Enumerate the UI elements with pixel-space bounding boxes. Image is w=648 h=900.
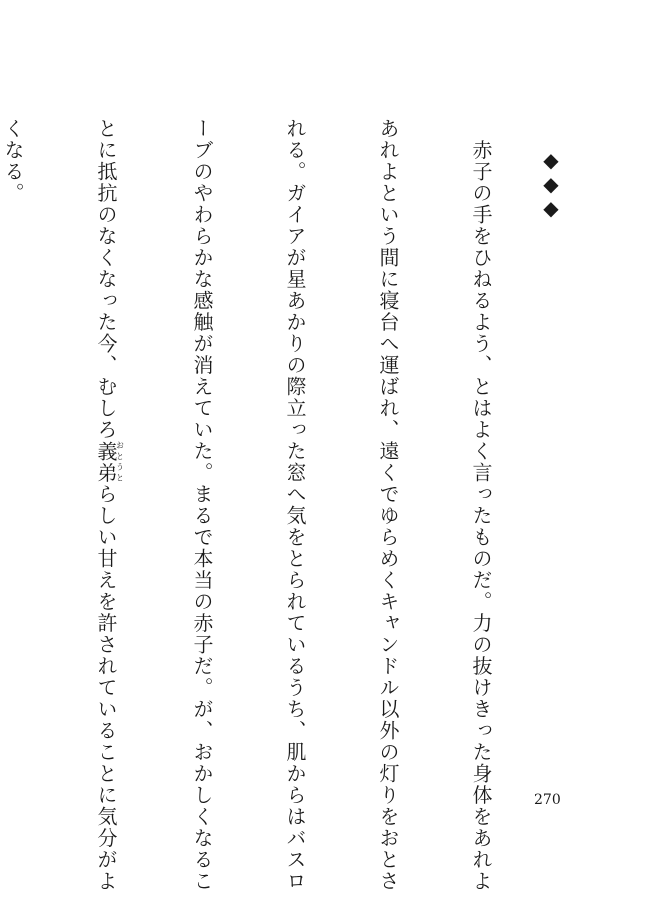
text-line-2: あれよという間に寝台へ運ばれ、遠くでゆらめくキャンドル以外の灯りをおとさ [376, 118, 400, 892]
text-line-5 [90, 118, 125, 892]
text-line-4: ーブのやわらかな感触が消えていた。まるで本当の赤子だ。が、おかしくなるこ [190, 118, 214, 892]
ruby-word [94, 440, 125, 484]
ruby-reading: おとうと [115, 440, 125, 484]
text-line-3: れる。ガイアが星あかりの際立った窓へ気をとられているうち、肌からはバスロ [283, 118, 307, 892]
text-line-5-before: とに抵抗のなくなった今、むしろ [94, 118, 118, 441]
text-line-1: 赤子の手をひねるよう、とはよく言ったものだ。力の抜けきった身体をあれよ [469, 118, 493, 892]
page-number: 270 [534, 792, 561, 808]
text-line-5-after: らしい甘えを許されていることに気分がよ [94, 483, 118, 892]
text-line-6: くなる。 [1, 118, 25, 204]
section-separator: ◆◆◆ [539, 148, 563, 220]
ruby-base: 義弟 [94, 440, 118, 484]
